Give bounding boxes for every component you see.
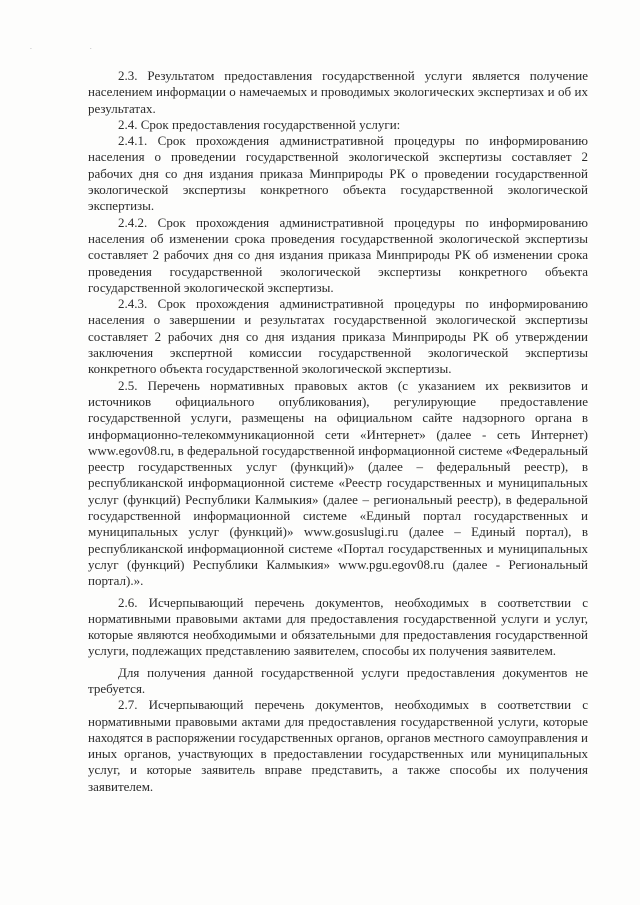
document-body bbox=[88, 68, 588, 795]
paragraph-2-5: 2.5. Перечень нормативных правовых актов (с указанием их реквизитов и источников официального опубликования), регулирующие предоставление государственной услуги, размещены на официальном сайте надзорного органа в информационно-телекоммуникационной сети «Интернет» (далее - сеть Интернет) www.egov08.ru, в федеральной государственной информационной системе «Федеральный реестр государственных услуг (функций)» (далее – федеральный реестр), в республиканской информационной системе «Реестр государственных и муниципальных услуг (функций) Республики Калмыкия» (далее – региональный реестр), в федеральной государственной информационной системе «Единый портал государственных и муниципальных услуг (функций)» www.gosuslugi.ru (далее – Единый портал), в республиканской информационной системе «Портал государственных и муниципальных услуг (функций) Республики Калмыкия» www.pgu.egov08.ru (далее - Региональный портал).». bbox=[88, 377, 588, 589]
paragraph-no-documents: Для получения данной государственной услуги предоставления документов не требуется. bbox=[88, 664, 588, 696]
paragraph-2-4-1: 2.4.1. Срок прохождения административной процедуры по информированию населения о проведении государственной экологической экспертизы составляет 2 рабочих дня со дня издания приказа Минприроды РК о проведении государственной экологической экспертизы конкретного объекта государственной экологической экспертизы. bbox=[88, 133, 588, 214]
scan-artifact: . . bbox=[30, 44, 120, 51]
paragraph-2-4-2: 2.4.2. Срок прохождения административной процедуры по информированию населения об изменении срока проведения государственной экологической экспертизы составляет 2 рабочих дня со дня издания приказа Минприроды РК об изменении срока проведения государственной экологической экспертизы конкретного объекта государственной экологической экспертизы. bbox=[88, 214, 588, 295]
paragraph-2-6: 2.6. Исчерпывающий перечень документов, необходимых в соответствии с нормативными правовыми актами для предоставления государственной услуги и услуг, которые являются необходимыми и обязательными для предоставления государственной услуги, подлежащих представлению заявителем, способы их получения заявителем. bbox=[88, 594, 588, 659]
paragraph-2-4: 2.4. Срок предоставления государственной услуги: bbox=[118, 116, 401, 132]
paragraph-2-4-3: 2.4.3. Срок прохождения административной процедуры по информированию населения о завершении и результатах государственной экологической экспертизы составляет 2 рабочих дня со дня издания приказа Минприроды РК об утверждении заключения экспертной комиссии государственной экологической экспертизы конкретного объекта государственной экологической экспертизы. bbox=[88, 296, 588, 377]
paragraph-2-3: 2.3. Результатом предоставления государственной услуги является получение населением информации о намечаемых и проводимых экологических экспертизах и об их результатах. bbox=[88, 68, 588, 116]
paragraph-2-7: 2.7. Исчерпывающий перечень документов, необходимых в соответствии с нормативными правовыми актами для предоставления государственной услуги, которые находятся в распоряжении государственных органов, органов местного самоуправления и иных органов, участвующих в предоставлении государственных или муниципальных услуг, и которые заявитель вправе представить, а также способы их получения заявителем. bbox=[88, 697, 588, 794]
